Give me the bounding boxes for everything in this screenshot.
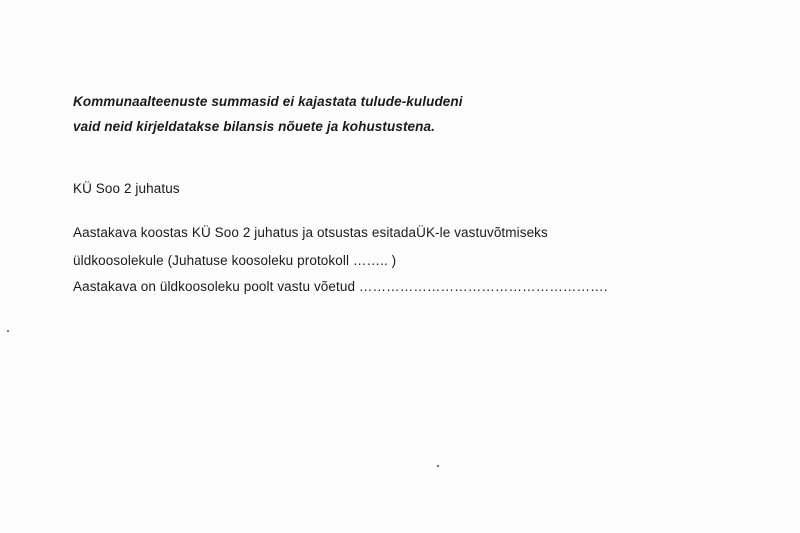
statement-line-1: Aastakava koostas KÜ Soo 2 juhatus ja otsustas esitadaÜK-le vastuvõtmiseks — [73, 225, 548, 240]
scan-speck — [437, 465, 439, 467]
note-line-1: Kommunaalteenuste summasid ei kajastata tulude-kuludeni — [73, 94, 463, 109]
board-heading: KÜ Soo 2 juhatus — [73, 181, 180, 196]
note-line-2: vaid neid kirjeldatakse bilansis nõuete ja kohustustena. — [73, 119, 435, 134]
scan-speck — [7, 330, 9, 332]
statement-line-2: üldkoosolekule (Juhatuse koosoleku protokoll …….. ) — [73, 253, 397, 268]
statement-line-3: Aastakava on üldkoosoleku poolt vastu võetud ………………………………………………. — [73, 279, 608, 294]
